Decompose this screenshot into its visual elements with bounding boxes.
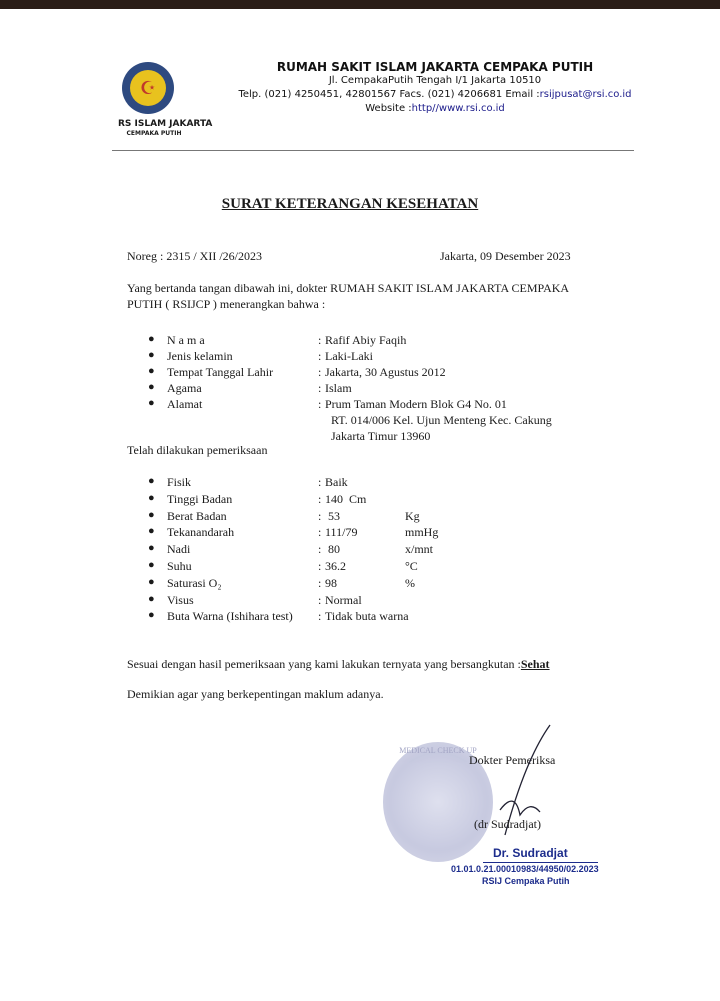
field-value: Baik bbox=[325, 475, 348, 489]
bullet-icon: ● bbox=[148, 559, 155, 571]
bullet-icon: ● bbox=[148, 365, 155, 377]
field-colon: : bbox=[318, 333, 322, 347]
conclusion-result: Sehat bbox=[520, 657, 550, 671]
stamp-line bbox=[483, 862, 598, 863]
bullet-icon: ● bbox=[148, 609, 155, 622]
field-label: Buta Warna (Ishihara test) bbox=[167, 609, 293, 624]
field-label: N a m a bbox=[167, 333, 205, 347]
exam-intro: Telah dilakukan pemeriksaan bbox=[127, 443, 268, 457]
field-value: 140 Cm bbox=[325, 491, 367, 506]
stamp-number: 01.01.0.21.00010983/44950/02.2023 bbox=[451, 864, 599, 874]
field-colon: : bbox=[318, 575, 322, 590]
hospital-logo bbox=[122, 62, 174, 114]
document-date: Jakarta, 09 Desember 2023 bbox=[440, 249, 571, 263]
field-colon: : bbox=[318, 475, 322, 489]
crescent-icon: ☪ bbox=[130, 70, 166, 106]
stamp-doctor-name: Dr. Sudradjat bbox=[493, 846, 568, 860]
logo-text-2: CEMPAKA PUTIH bbox=[126, 130, 182, 137]
bullet-icon: ● bbox=[148, 397, 155, 409]
bullet-icon: ● bbox=[148, 542, 155, 555]
field-label: Alamat bbox=[167, 397, 203, 411]
document-title: SURAT KETERANGAN KESEHATAN bbox=[221, 196, 479, 212]
bullet-icon: ● bbox=[148, 508, 155, 521]
field-label: Tempat Tanggal Lahir bbox=[167, 365, 274, 379]
field-colon: : bbox=[318, 609, 322, 624]
field-value: 111/79 bbox=[325, 525, 358, 540]
field-value: Normal bbox=[325, 592, 362, 607]
email-link[interactable]: rsijpusat@rsi.co.id bbox=[539, 89, 632, 100]
field-value: Islam bbox=[325, 381, 352, 395]
field-colon: : bbox=[318, 365, 322, 379]
bullet-icon: ● bbox=[148, 491, 155, 504]
closing-text: Demikian agar yang berkepentingan maklum adanya. bbox=[127, 687, 384, 701]
logo-text bbox=[118, 119, 213, 138]
bullet-icon: ● bbox=[148, 381, 155, 393]
website-label: Website : bbox=[365, 103, 412, 114]
noreg: Noreg : 2315 / XII /26/2023 bbox=[127, 249, 262, 263]
field-label: Jenis kelamin bbox=[167, 349, 233, 363]
field-label: Suhu bbox=[167, 559, 192, 573]
hospital-contact bbox=[235, 89, 635, 100]
field-label: Tinggi Badan bbox=[167, 491, 233, 506]
field-unit: Kg bbox=[405, 508, 420, 523]
bullet-icon: ● bbox=[148, 475, 155, 487]
intro-line-2: PUTIH ( RSIJCP ) menerangkan bahwa : bbox=[127, 297, 326, 311]
field-value: 36.2 bbox=[325, 559, 346, 573]
address-line-3: Jakarta Timur 13960 bbox=[331, 429, 431, 443]
field-value: Tidak buta warna bbox=[325, 609, 409, 624]
field-unit: mmHg bbox=[405, 525, 439, 540]
conclusion-text: Sesuai dengan hasil pemeriksaan yang kami lakukan ternyata yang bersangkutan : bbox=[127, 657, 521, 671]
hospital-name: RUMAH SAKIT ISLAM JAKARTA CEMPAKA PUTIH bbox=[276, 60, 594, 74]
field-label: Tekanandarah bbox=[167, 525, 235, 540]
field-colon: : bbox=[318, 508, 322, 523]
conclusion bbox=[127, 657, 550, 672]
bullet-icon: ● bbox=[148, 575, 155, 588]
field-label: Visus bbox=[167, 592, 194, 607]
field-value: 80 bbox=[325, 542, 340, 557]
field-colon: : bbox=[318, 542, 322, 557]
field-value: 98 bbox=[325, 575, 337, 590]
field-unit: °C bbox=[405, 559, 418, 573]
hospital-address: Jl. CempakaPutih Tengah I/1 Jakarta 10510 bbox=[328, 75, 542, 86]
field-colon: : bbox=[318, 592, 322, 607]
field-value: 53 bbox=[325, 508, 340, 523]
field-value: Jakarta, 30 Agustus 2012 bbox=[325, 365, 446, 379]
stamp-org: RSIJ Cempaka Putih bbox=[482, 876, 570, 886]
field-value: Prum Taman Modern Blok G4 No. 01 bbox=[325, 397, 507, 411]
bullet-icon: ● bbox=[148, 525, 155, 538]
field-label: Agama bbox=[167, 381, 202, 395]
seal-text: MEDICAL CHECK UP bbox=[399, 746, 477, 755]
field-label: Berat Badan bbox=[167, 508, 227, 523]
field-value: Rafif Abiy Faqih bbox=[325, 333, 407, 347]
field-colon: : bbox=[318, 381, 322, 395]
website-link[interactable]: http//www.rsi.co.id bbox=[411, 103, 505, 114]
field-colon: : bbox=[318, 397, 322, 411]
top-edge bbox=[0, 0, 720, 9]
field-colon: : bbox=[318, 491, 322, 506]
contact-text: Telp. (021) 4250451, 42801567 Facs. (021) 4206681 Email : bbox=[238, 89, 540, 100]
bullet-icon: ● bbox=[148, 349, 155, 361]
field-colon: : bbox=[318, 349, 322, 363]
field-label: Fisik bbox=[167, 475, 192, 489]
field-colon: : bbox=[318, 559, 322, 573]
hospital-website bbox=[235, 103, 635, 114]
field-unit: x/mnt bbox=[405, 542, 434, 557]
field-unit: % bbox=[405, 575, 415, 590]
signer-name: (dr Sudradjat) bbox=[474, 817, 541, 831]
bullet-icon: ● bbox=[148, 592, 155, 605]
address-line-2: RT. 014/006 Kel. Ujun Menteng Kec. Cakung bbox=[331, 413, 552, 427]
field-value: Laki-Laki bbox=[325, 349, 373, 363]
signer-role: Dokter Pemeriksa bbox=[469, 753, 556, 767]
logo-text-1: RS ISLAM JAKARTA bbox=[118, 119, 213, 129]
field-colon: : bbox=[318, 525, 322, 540]
field-label: Nadi bbox=[167, 542, 191, 557]
bullet-icon: ● bbox=[148, 333, 155, 345]
header-divider bbox=[112, 150, 634, 151]
field-label: Saturasi O₂ bbox=[167, 575, 222, 590]
intro-line-1: Yang bertanda tangan dibawah ini, dokter RUMAH SAKIT ISLAM JAKARTA CEMPAKA bbox=[127, 281, 570, 295]
